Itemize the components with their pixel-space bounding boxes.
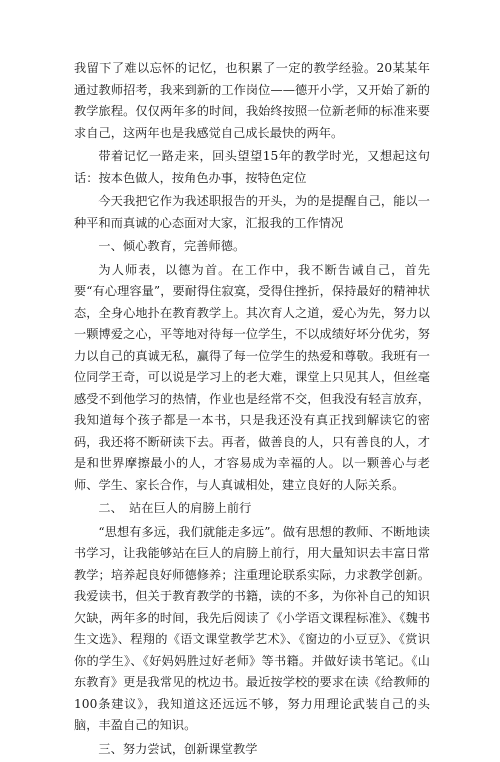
section-heading-teaching: 三、努力尝试，创新课堂教学 bbox=[98, 741, 258, 756]
paragraph-report-opening: 今天我把它作为我述职报告的开头，为的是提醒自己，能以一种平和而真诚的心态面对大家，汇报我的工作情况 bbox=[74, 194, 430, 230]
paragraph-reading: “思想有多远，我们就能走多远”。做有思想的教师、不断地读书学习，让我能够站在巨人的肩膀上前行，用大量知识去丰富日常教学；培养起良好师德修养；注重理论联系实际，力求教学创新。我爱读书，但关于教育教学的书籍，读的不多，为你补自己的知识欠缺，两年多的时间，我先后阅读了《小学语文课程标准》、《魏书生文选》、程翔的《语文课堂教学艺术》、《窗边的小豆豆》、《赏识你的学生》、《好妈妈胜过好老师》等书籍。并做好读书笔记。《山东教育》更是我常见的枕边书。最近按学校的要求在读《给教师的100条建议》，我知道这还远远不够，努力用理论武装自己的头脑，丰盈自己的知识。 bbox=[74, 524, 430, 732]
paragraph-motto: 带着记忆一路走来，回头望望15年的教学时光，又想起这句话：按本色做人，按角色办事，按特色定位 bbox=[74, 149, 430, 185]
paragraph-intro-continued: 我留下了难以忘怀的记忆，也积累了一定的教学经验。20某某年通过教师招考，我来到新的工作岗位——德开小学，又开始了新的教学旅程。仅仅两年多的时间，我始终按照一位新老师的标准来要求自己，这两年也是我感觉自己成长最快的两年。 bbox=[74, 61, 430, 140]
document-body bbox=[74, 58, 430, 762]
section-heading-giants: 二、 站在巨人的肩膀上前行 bbox=[98, 501, 252, 515]
paragraph-ethics: 为人师表，以德为首。在工作中，我不断告诫自己，首先要“有心理容量”，要耐得住寂寞，受得住挫折，保持最好的精神状态，全身心地扑在教育教学上。其次育人之道，爱心为先，努力以一颗博爱之心，平等地对待每一位学生，不以成绩好坏分优劣，努力以自己的真诚无私，赢得了每一位学生的热爱和尊敬。我班有一位同学王奇，可以说是学习上的老大难，课堂上只见其人，但丝毫感受不到他学习的热情，作业也是经常不交，但我没有轻言放弃，我知道每个孩子都是一本书，只是我还没有真正找到解读它的密码，我还将不断研读下去。再者，做善良的人，只有善良的人，才是和世界摩擦最小的人，才容易成为幸福的人。以一颗善心与老师、学生、家长合作，与人真诚相处，建立良好的人际关系。 bbox=[74, 262, 430, 492]
section-heading-ethics: 一、倾心教育，完善师德。 bbox=[98, 239, 246, 253]
